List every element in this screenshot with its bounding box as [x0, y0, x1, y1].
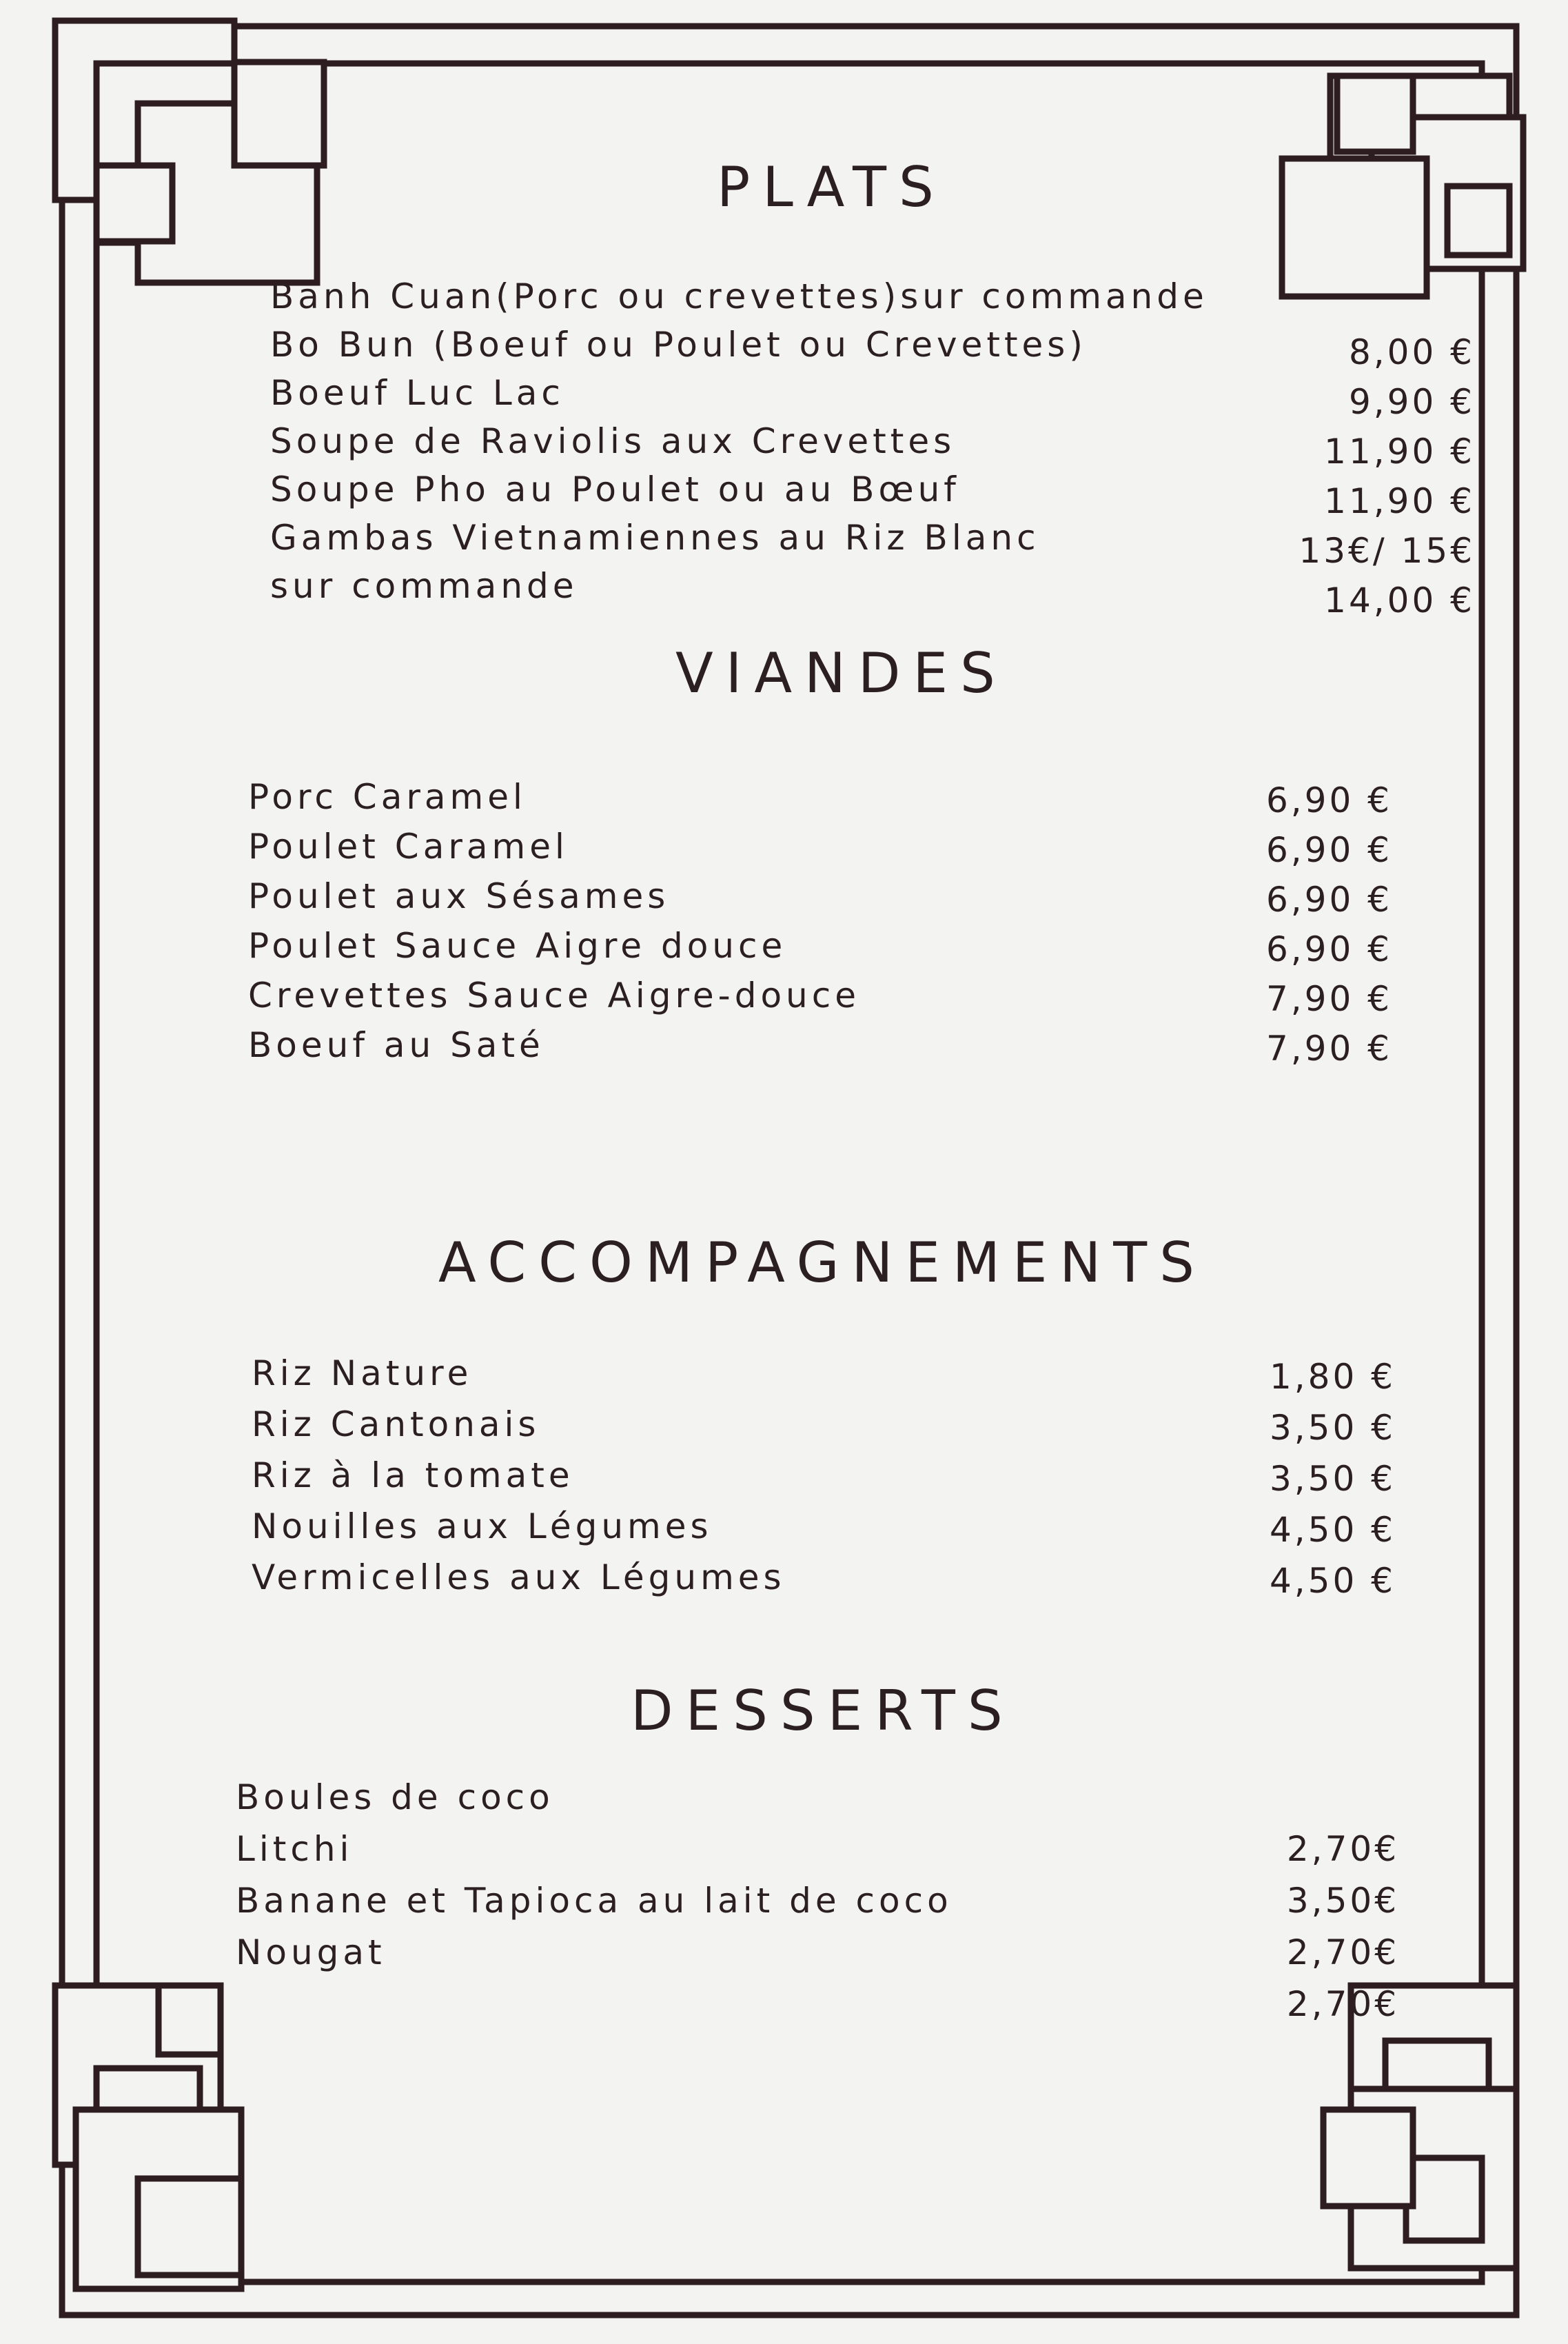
list-item: Riz Nature — [252, 1353, 473, 1393]
price: 3,50€ — [1286, 1881, 1399, 1921]
price: 8,00 € — [1348, 332, 1475, 372]
price: 11,90 € — [1324, 432, 1475, 472]
list-item: Boules de coco — [236, 1777, 554, 1817]
list-item: Crevettes Sauce Aigre-douce — [248, 976, 860, 1016]
list-item: Nougat — [236, 1932, 386, 1972]
list-item: Riz à la tomate — [252, 1455, 574, 1495]
price: 13€/ 15€ — [1299, 531, 1475, 571]
plats-price-list — [1227, 327, 1475, 625]
accompagnements-item-list — [252, 1348, 786, 1603]
price: 3,50 € — [1269, 1408, 1396, 1448]
list-item: Soupe de Raviolis aux Crevettes — [270, 421, 956, 461]
price: 6,90 € — [1265, 880, 1392, 920]
price: 2,70€ — [1286, 1984, 1399, 2024]
price: 6,90 € — [1265, 780, 1392, 820]
list-item: sur commande — [270, 566, 578, 606]
price: 2,70€ — [1286, 1932, 1399, 1972]
price: 1,80 € — [1269, 1357, 1396, 1397]
desserts-item-list — [236, 1772, 953, 1979]
viandes-item-list — [248, 772, 860, 1070]
list-item: Boeuf au Saté — [248, 1025, 544, 1065]
price: 7,90 € — [1265, 979, 1392, 1019]
price: 6,90 € — [1265, 830, 1392, 870]
price: 11,90 € — [1324, 481, 1475, 521]
list-item: Litchi — [236, 1829, 354, 1869]
list-item: Poulet aux Sésames — [248, 876, 670, 916]
price: 9,90 € — [1348, 382, 1475, 422]
list-item: Gambas Vietnamiennes au Riz Blanc — [270, 518, 1040, 558]
section-title-desserts: DESSERTS — [631, 1679, 1015, 1743]
price: 4,50 € — [1269, 1510, 1396, 1550]
price: 4,50 € — [1269, 1561, 1396, 1601]
price: 2,70€ — [1286, 1829, 1399, 1869]
price: 14,00 € — [1324, 580, 1475, 620]
price: 6,90 € — [1265, 929, 1392, 969]
list-item: Poulet Sauce Aigre douce — [248, 926, 787, 966]
list-item: Riz Cantonais — [252, 1404, 540, 1444]
plats-item-list — [270, 272, 1208, 610]
list-item: Banane et Tapioca au lait de coco — [236, 1881, 953, 1921]
list-item: Poulet Caramel — [248, 827, 569, 867]
section-title-viandes: VIANDES — [675, 641, 1008, 705]
list-item: Vermicelles aux Légumes — [252, 1557, 786, 1597]
list-item: Boeuf Luc Lac — [270, 373, 564, 413]
section-title-accompagnements: ACCOMPAGNEMENTS — [438, 1231, 1207, 1295]
price: 3,50 € — [1269, 1459, 1396, 1499]
accompagnements-price-list — [1175, 1351, 1396, 1606]
price: 7,90 € — [1265, 1029, 1392, 1069]
list-item: Banh Cuan(Porc ou crevettes)sur commande — [270, 276, 1208, 316]
list-item: Bo Bun (Boeuf ou Poulet ou Crevettes) — [270, 325, 1087, 365]
desserts-price-list — [1185, 1823, 1399, 2030]
section-title-plats: PLATS — [717, 155, 946, 219]
list-item: Nouilles aux Légumes — [252, 1506, 713, 1546]
viandes-price-list — [1172, 776, 1392, 1073]
list-item: Soupe Pho au Poulet ou au Bœuf — [270, 469, 960, 509]
list-item: Porc Caramel — [248, 777, 527, 817]
